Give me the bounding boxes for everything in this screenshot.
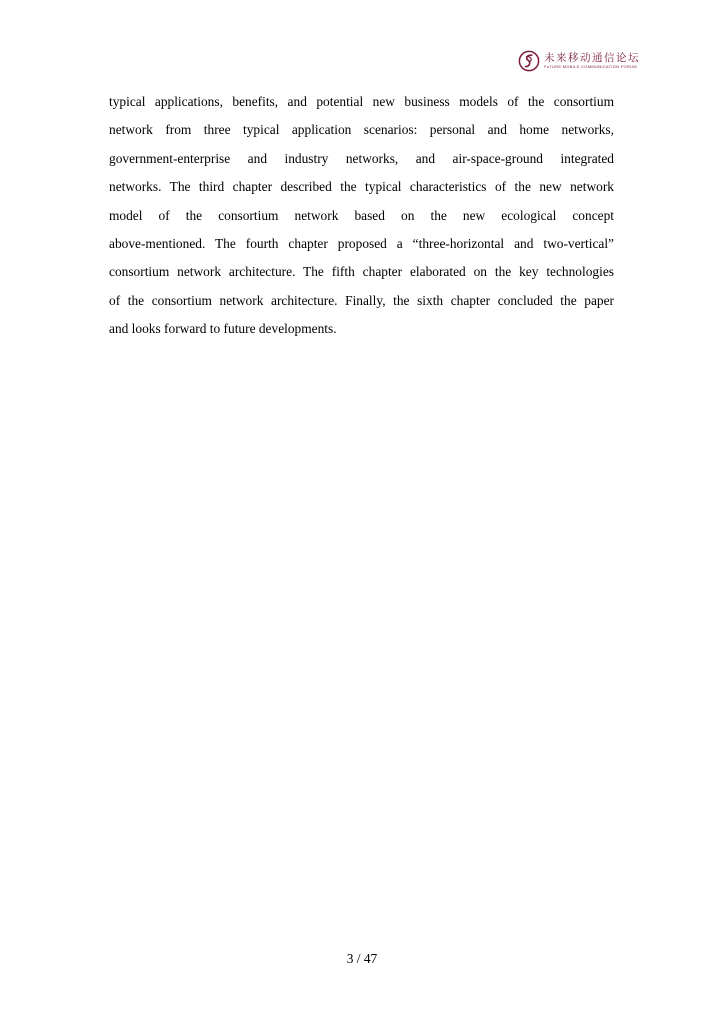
forum-logo — [518, 49, 640, 73]
paragraph-last-line: and looks forward to future developments. — [109, 321, 337, 337]
body-paragraph — [109, 88, 614, 344]
forum-logo-text — [544, 53, 640, 70]
page-number: 3 / 47 — [346, 951, 378, 966]
forum-logo-icon — [518, 50, 540, 72]
paragraph-line: typical applications, benefits, and potential new business models of the consortium — [109, 94, 614, 109]
paragraph-line: government-enterprise and industry networks, and air-space-ground integrated — [109, 150, 614, 166]
forum-name-chinese: 未来移动通信论坛 — [544, 51, 640, 64]
paragraph-line: consortium network architecture. The fifth chapter elaborated on the key technologies — [109, 264, 614, 280]
paragraph-line: above-mentioned. The fourth chapter proposed a “three-horizontal and two-vertical” — [109, 235, 614, 251]
paragraph-line: model of the consortium network based on the new ecological concept — [109, 207, 614, 223]
forum-name-english: FuTURE MOBILE COMMUNICATION FORUM — [544, 64, 637, 70]
paragraph-line: network from three typical application scenarios: personal and home networks, — [109, 122, 614, 138]
paragraph-line: of the consortium network architecture. Finally, the sixth chapter concluded the paper — [109, 292, 614, 308]
paragraph-line: networks. The third chapter described the typical characteristics of the new network — [109, 179, 614, 195]
